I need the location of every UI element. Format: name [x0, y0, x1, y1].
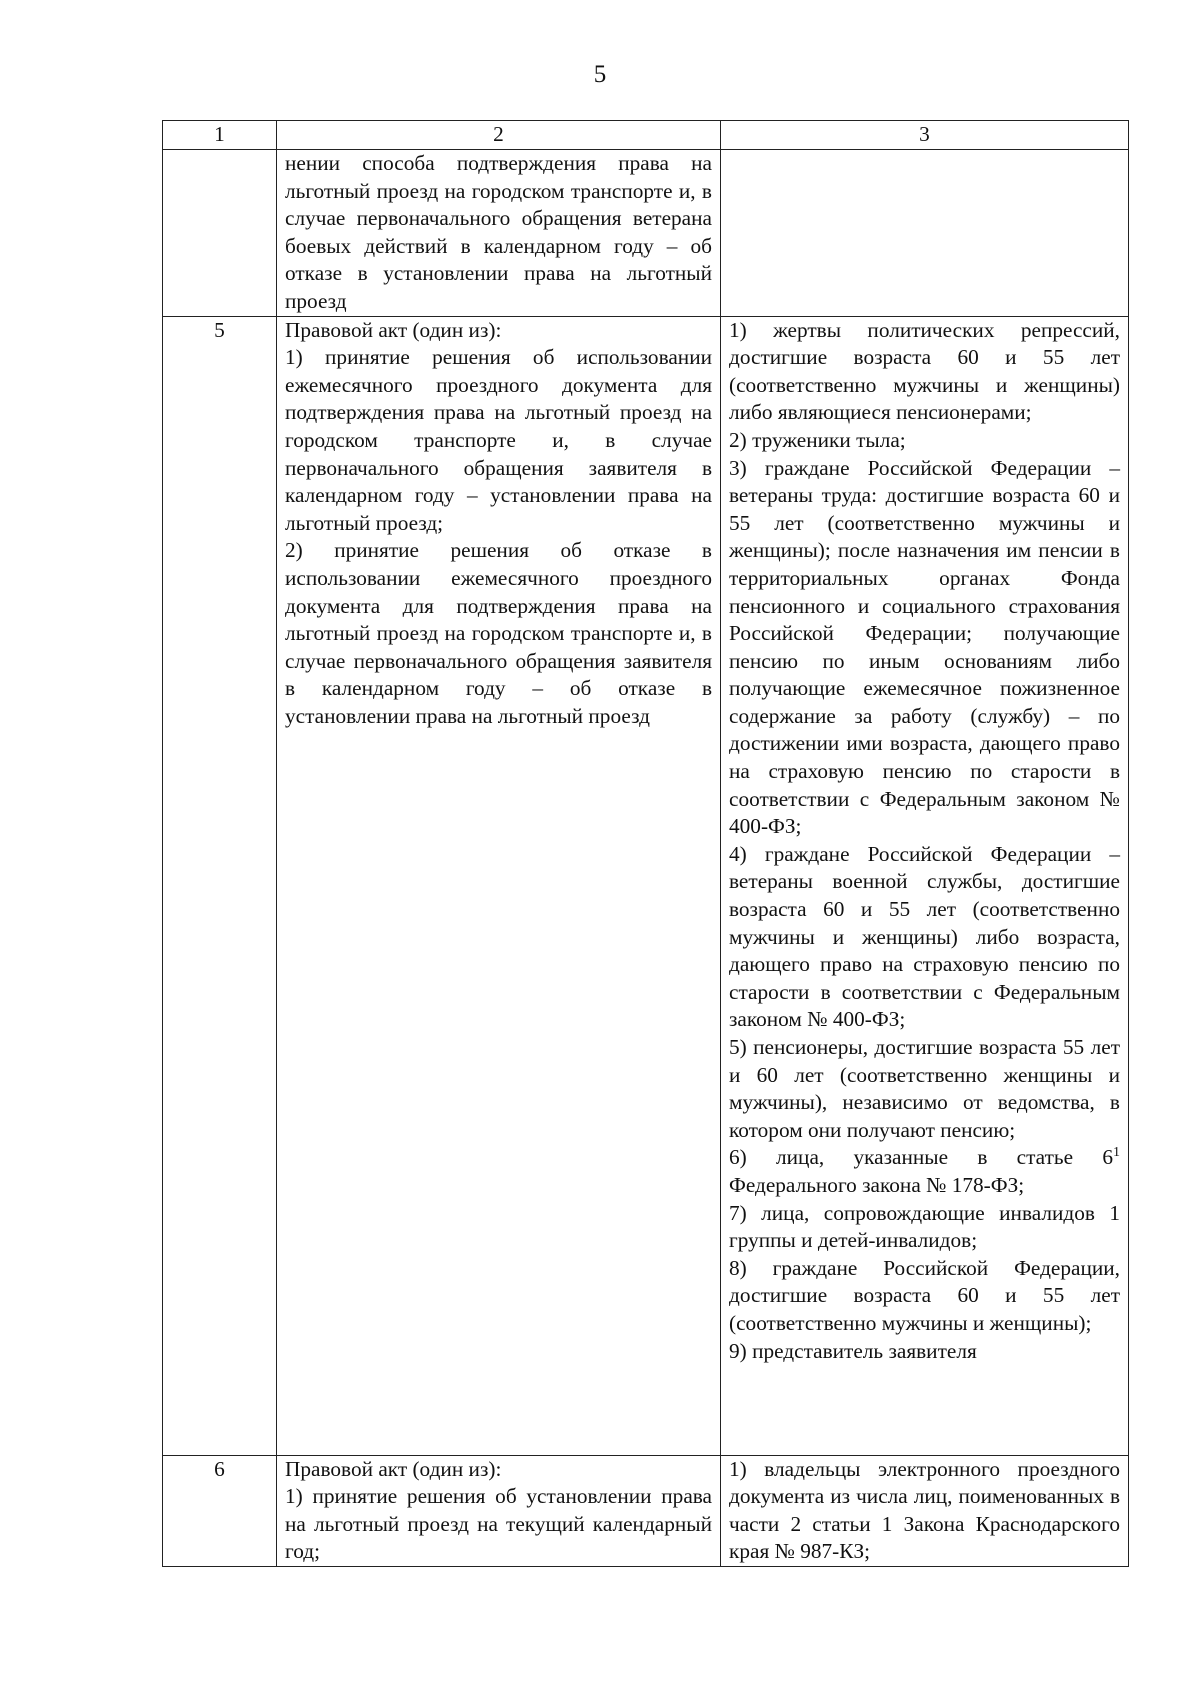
- row5-applicant-item-3: 3) граждане Российской Федерации – ветераны труда: достигшие возраста 60 и 55 лет (соответственно мужчины и женщины); после назначения им пенсии в территориальных органах Фонда пенсионного и социального страхования Российской Федерации; получающие пенсию по иным основаниям либо получающие ежемесячное пожизненное содержание за работу (службу) – по достижении ими возраста, дающего право на страховую пенсию по старости в соответствии с Федеральным законом № 400-ФЗ;: [729, 455, 1120, 839]
- row5-applicant-item-4: 4) граждане Российской Федерации – ветераны военной службы, достигшие возраста 60 и 55 лет (соответственно мужчины и женщины) либо возраста, дающего право на страховую пенсию по старости в соответствии с Федеральным законом № 400-ФЗ;: [729, 841, 1120, 1032]
- row6-intro: Правовой акт (один из):: [285, 1456, 502, 1481]
- row-number-cell: [163, 150, 277, 317]
- header-col-1: 1: [163, 121, 277, 150]
- table-row-6: [163, 1455, 1129, 1566]
- row5-intro: Правовой акт (один из):: [285, 317, 502, 342]
- header-col-3: 3: [721, 121, 1129, 150]
- row-number-cell: 6: [163, 1455, 277, 1566]
- item6-text-after: Федерального закона № 178-ФЗ;: [729, 1172, 1025, 1197]
- table-row-continuation: [163, 150, 1129, 317]
- header-col-2: 2: [277, 121, 721, 150]
- row5-result-item-2: 2) принятие решения об отказе в использовании ежемесячного проездного документа для подтверждения права на льготный проезд на городском транспорте и, в случае первоначального обращения заявителя в календарном году – об отказе в установлении права на льготный проезд: [285, 538, 712, 728]
- row5-applicant-item-1: 1) жертвы политических репрессий, достигшие возраста 60 и 55 лет (соответственно мужчины и женщины) либо являющиеся пенсионерами;: [729, 317, 1120, 425]
- continuation-applicants-cell: [721, 150, 1129, 317]
- continuation-text: нении способа подтверждения права на льготный проезд на городском транспорте и, в случае первоначального обращения ветерана боевых действий в календарном году – об отказе в установлении права на льготный проезд: [285, 151, 712, 313]
- row6-applicants-cell: [721, 1455, 1129, 1566]
- row6-result-item-1: 1) принятие решения об установлении права на льготный проезд на текущий календарный год;: [285, 1484, 712, 1564]
- item6-superscript: 1: [1113, 1145, 1120, 1161]
- row-number-cell: 5: [163, 316, 277, 1455]
- row5-applicant-item-9: 9) представитель заявителя: [729, 1338, 977, 1363]
- row5-applicant-item-2: 2) труженики тыла;: [729, 427, 906, 452]
- row6-applicant-item-1: 1) владельцы электронного проездного документа из числа лиц, поименованных в части 2 статьи 1 Закона Краснодарского края № 987-КЗ;: [729, 1456, 1120, 1564]
- document-table: [162, 120, 1129, 1567]
- continuation-result-cell: [277, 150, 721, 317]
- table-header-row: [163, 121, 1129, 150]
- row6-result-cell: [277, 1455, 721, 1566]
- row5-applicants-cell: [721, 316, 1129, 1455]
- row5-applicant-item-6: [729, 1144, 1120, 1199]
- item6-text-before: 6) лица, указанные в статье 6: [729, 1145, 1113, 1170]
- row5-applicant-item-7: 7) лица, сопровождающие инвалидов 1 группы и детей-инвалидов;: [729, 1200, 1120, 1253]
- page-number: 5: [593, 61, 607, 88]
- row5-applicant-item-5: 5) пенсионеры, достигшие возраста 55 лет и 60 лет (соответственно женщины и мужчины), независимо от ведомства, в котором они получают пенсию;: [729, 1035, 1120, 1142]
- row5-result-cell: [277, 316, 721, 1455]
- table-row-5: [163, 316, 1129, 1455]
- row5-result-item-1: 1) принятие решения об использовании ежемесячного проездного документа для подтверждения права на льготный проезд на городском транспорте и, в случае первоначального обращения заявителя в календарном году – установлении права на льготный проезд;: [285, 345, 712, 535]
- row5-applicant-item-8: 8) граждане Российской Федерации, достигшие возраста 60 и 55 лет (соответственно мужчины и женщины);: [729, 1255, 1120, 1335]
